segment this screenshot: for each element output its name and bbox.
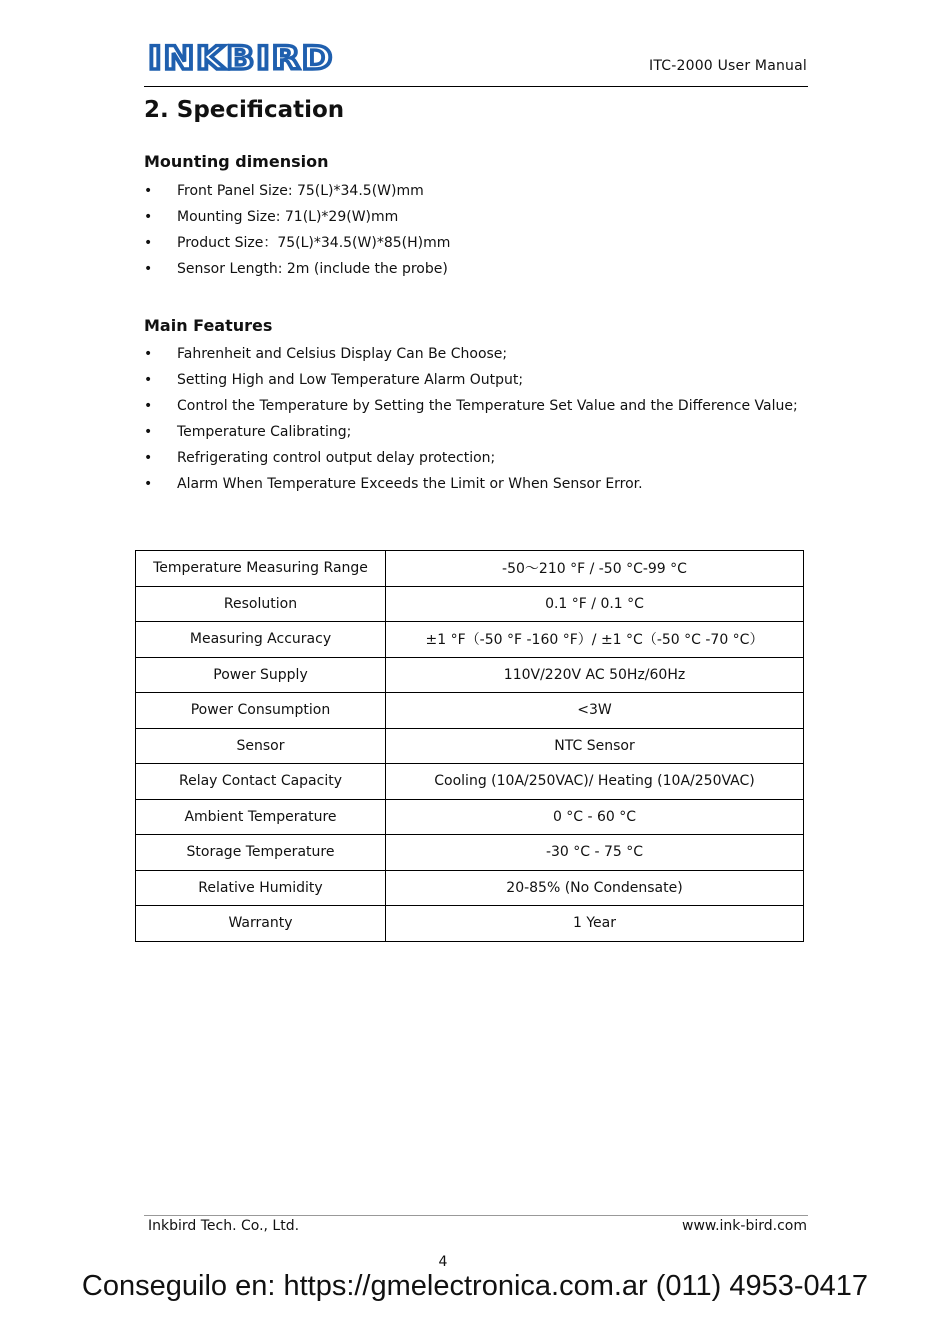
spec-name-cell: Temperature Measuring Range — [136, 551, 386, 587]
specification-table — [135, 550, 804, 942]
table-row — [136, 657, 804, 693]
list-item — [144, 204, 807, 230]
table-row — [136, 728, 804, 764]
mounting-list — [144, 178, 807, 282]
spec-name-cell: Power Supply — [136, 657, 386, 693]
bullet-icon: • — [144, 209, 153, 225]
list-item-text: Setting High and Low Temperature Alarm Output; — [177, 372, 524, 388]
section-title: 2. Specification — [144, 97, 345, 123]
spec-name-cell: Sensor — [136, 728, 386, 764]
bullet-icon: • — [144, 261, 153, 277]
spec-value-cell: Cooling (10A/250VAC)/ Heating (10A/250VAC) — [386, 764, 804, 800]
list-item — [144, 393, 807, 419]
list-item — [144, 230, 807, 256]
footer-website: www.ink-bird.com — [682, 1218, 807, 1234]
spec-name-cell: Relay Contact Capacity — [136, 764, 386, 800]
inkbird-logo — [148, 40, 336, 74]
logo-text: INKBIRD — [148, 40, 334, 74]
spec-name-cell: Relative Humidity — [136, 870, 386, 906]
spec-name-cell: Power Consumption — [136, 693, 386, 729]
spec-name-cell: Measuring Accuracy — [136, 622, 386, 658]
list-item — [144, 367, 807, 393]
list-item-text: Temperature Calibrating; — [177, 424, 352, 440]
list-item-text: Control the Temperature by Setting the Temperature Set Value and the Difference Value; — [177, 398, 798, 414]
list-item — [144, 471, 807, 497]
spec-value-cell: -50～210 °F / -50 °C-99 °C — [386, 551, 804, 587]
list-item-text: Refrigerating control output delay protection; — [177, 450, 496, 466]
table-row — [136, 764, 804, 800]
bullet-icon: • — [144, 372, 153, 388]
bullet-icon: • — [144, 235, 153, 251]
list-item — [144, 256, 807, 282]
bullet-icon: • — [144, 183, 153, 199]
spec-name-cell: Ambient Temperature — [136, 799, 386, 835]
table-row — [136, 693, 804, 729]
spec-value-cell: 1 Year — [386, 906, 804, 942]
list-item-text: Front Panel Size: 75(L)*34.5(W)mm — [177, 183, 424, 199]
spec-name-cell: Resolution — [136, 586, 386, 622]
spec-value-cell: 0.1 °F / 0.1 °C — [386, 586, 804, 622]
page-number: 4 — [438, 1254, 448, 1270]
spec-value-cell: -30 °C - 75 °C — [386, 835, 804, 871]
features-heading: Main Features — [144, 316, 273, 335]
spec-value-cell: 20-85% (No Condensate) — [386, 870, 804, 906]
bullet-icon: • — [144, 424, 153, 440]
mounting-heading: Mounting dimension — [144, 152, 329, 171]
list-item-text: Alarm When Temperature Exceeds the Limit or When Sensor Error. — [177, 476, 643, 492]
manual-title: ITC-2000 User Manual — [649, 58, 807, 74]
contact-banner: Conseguilo en: https://gmelectronica.com.ar (011) 4953-0417 — [81, 1270, 869, 1302]
spec-value-cell: ±1 °F（-50 °F -160 °F）/ ±1 °C（-50 °C -70 °C） — [386, 622, 804, 658]
bullet-icon: • — [144, 450, 153, 466]
footer-company: Inkbird Tech. Co., Ltd. — [148, 1218, 300, 1234]
table-row — [136, 870, 804, 906]
spec-value-cell: 110V/220V AC 50Hz/60Hz — [386, 657, 804, 693]
table-row — [136, 799, 804, 835]
list-item — [144, 419, 807, 445]
features-list — [144, 341, 807, 497]
list-item — [144, 178, 807, 204]
footer-divider — [144, 1215, 808, 1216]
list-item — [144, 341, 807, 367]
spec-name-cell: Warranty — [136, 906, 386, 942]
table-row — [136, 835, 804, 871]
table-row — [136, 586, 804, 622]
list-item-text: Fahrenheit and Celsius Display Can Be Choose; — [177, 346, 508, 362]
table-row — [136, 622, 804, 658]
bullet-icon: • — [144, 476, 153, 492]
spec-value-cell: <3W — [386, 693, 804, 729]
bullet-icon: • — [144, 346, 153, 362]
spec-value-cell: NTC Sensor — [386, 728, 804, 764]
list-item-text: Product Size：75(L)*34.5(W)*85(H)mm — [177, 235, 451, 251]
list-item-text: Sensor Length: 2m (include the probe) — [177, 261, 448, 277]
table-row — [136, 551, 804, 587]
spec-name-cell: Storage Temperature — [136, 835, 386, 871]
bullet-icon: • — [144, 398, 153, 414]
list-item-text: Mounting Size: 71(L)*29(W)mm — [177, 209, 399, 225]
spec-value-cell: 0 °C - 60 °C — [386, 799, 804, 835]
header-divider — [144, 86, 808, 87]
list-item — [144, 445, 807, 471]
table-row — [136, 906, 804, 942]
